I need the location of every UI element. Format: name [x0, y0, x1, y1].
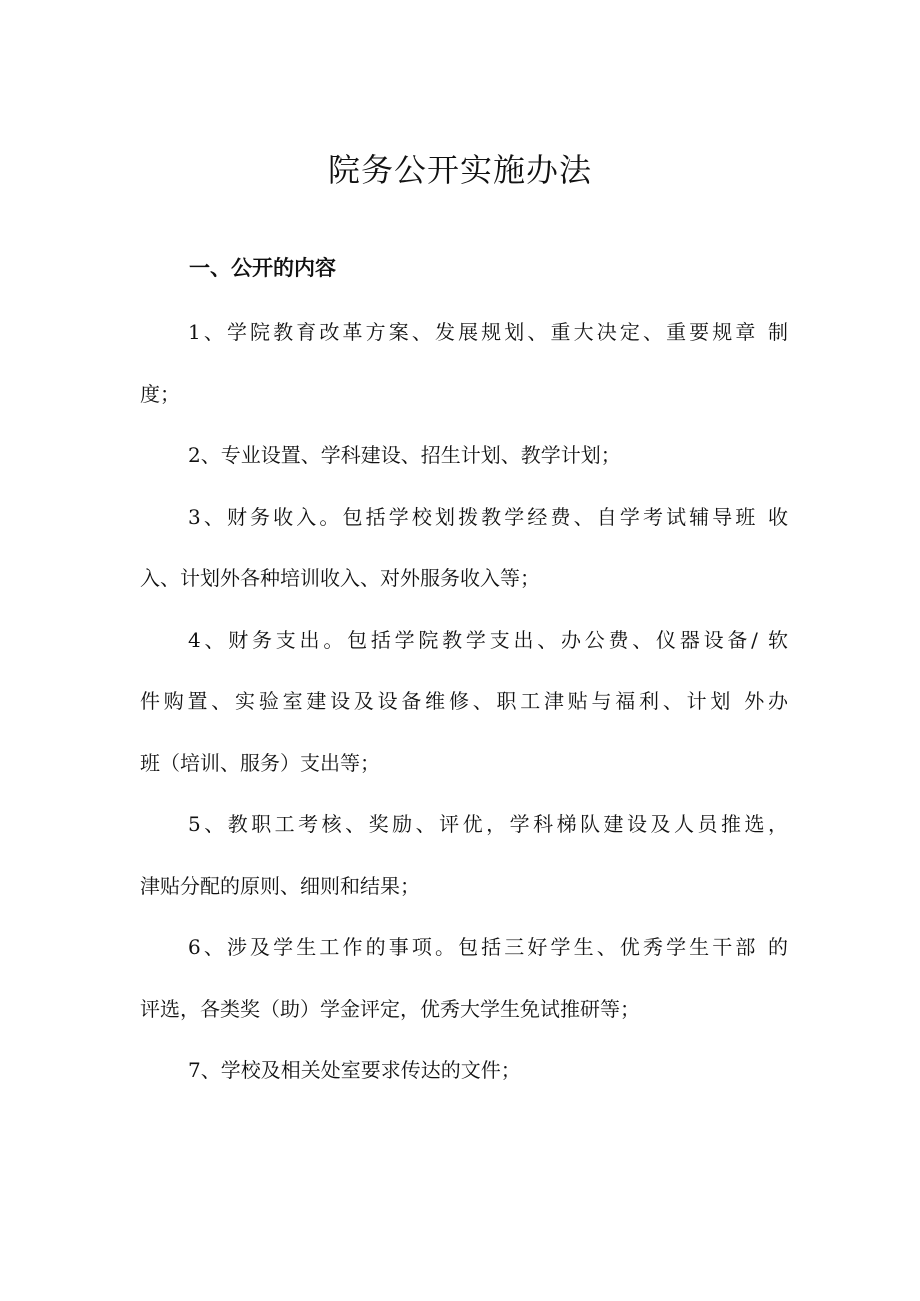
text-line: 评选，各类奖（助）学金评定，优秀大学生免试推研等；: [140, 996, 640, 1021]
list-item: [140, 1050, 788, 1112]
section-heading: 一、公开的内容: [189, 256, 336, 280]
text-line: 入、计划外各种培训收入、对外服务收入等；: [140, 566, 540, 590]
document-title: 院务公开实施办法: [327, 151, 592, 189]
list-item: [140, 312, 788, 435]
list-item: [140, 620, 788, 805]
text-line: 件购置、实验室建设及设备维修、职工津贴与福利、计划 外办: [140, 689, 788, 713]
text-line: 3、财务收入。包括学校划拨教学经费、自学考试辅导班 收: [188, 504, 788, 529]
list-item: [140, 804, 788, 927]
list-item: [140, 497, 788, 620]
text-line: 2、专业设置、学科建设、招生计划、教学计划；: [188, 443, 621, 467]
list-item: [140, 435, 788, 497]
text-line: 1、学院教育改革方案、发展规划、重大决定、重要规章 制: [188, 320, 788, 344]
text-line: 6、涉及学生工作的事项。包括三好学生、优秀学生干部 的: [188, 935, 788, 959]
text-line: 5、教职工考核、奖励、评优，学科梯队建设及人员推选，: [188, 812, 788, 836]
list-item: [140, 927, 788, 1050]
text-line: 班（培训、服务）支出等；: [140, 750, 380, 775]
text-line: 度；: [140, 381, 180, 406]
text-line: 7、学校及相关处室要求传达的文件；: [188, 1058, 521, 1082]
document-body: [140, 312, 788, 1112]
text-line: 津贴分配的原则、细则和结果；: [140, 873, 420, 898]
text-line: 4、财务支出。包括学院教学支出、办公费、仪器设备/ 软: [188, 627, 788, 652]
